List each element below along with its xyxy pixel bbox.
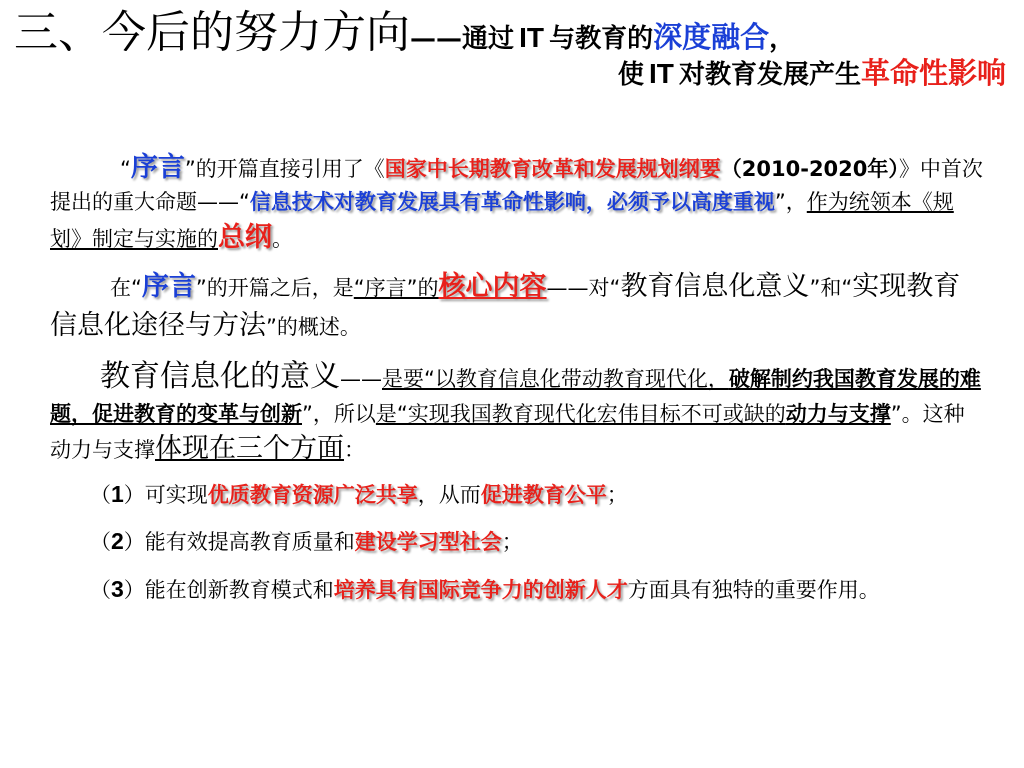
item-paren-close: ） bbox=[123, 577, 145, 602]
item-paren-open: （ bbox=[90, 483, 111, 508]
p1-text-1: 的开篇直接引用了《 bbox=[195, 157, 385, 181]
item-paren-close: ） bbox=[123, 483, 145, 508]
p3-text-4: 是“实现我国教育现代化宏伟目标不可或缺的 bbox=[375, 401, 786, 426]
item-number: 2 bbox=[111, 528, 124, 555]
item-paren-open: （ bbox=[90, 530, 111, 555]
paragraph-core-content bbox=[50, 267, 985, 345]
item-text-post: ； bbox=[501, 530, 523, 555]
slide-title bbox=[14, 8, 1014, 90]
title-part4: 对教育发展产生 bbox=[678, 60, 861, 91]
p3-text-8: ： bbox=[344, 437, 365, 462]
item-paren-open: （ bbox=[90, 577, 111, 602]
slide-body bbox=[50, 148, 985, 620]
keyword-core-content: 核心内容 bbox=[438, 270, 547, 302]
heading-significance: 教育信息化的意义 bbox=[100, 359, 340, 394]
p2-text-2: ”的开篇之后，是 bbox=[195, 275, 354, 300]
key-proposition: 信息技术对教育发展具有革命性影响，必须予以高度重视 bbox=[249, 190, 775, 215]
title-part2: 与教育的 bbox=[549, 24, 654, 54]
p3-dash: —— bbox=[340, 367, 382, 391]
quote-close: ” bbox=[184, 157, 196, 181]
p2-text-underlined: “序言”的 bbox=[353, 275, 439, 300]
item-number: 3 bbox=[111, 575, 124, 602]
list-item-3 bbox=[50, 573, 985, 606]
paragraph-significance bbox=[50, 355, 985, 468]
p2-text-4: ——对“ bbox=[546, 275, 621, 300]
topic-significance: 教育信息化意义 bbox=[620, 270, 810, 302]
p1-end: 。 bbox=[272, 226, 293, 251]
title-it1: IT bbox=[519, 22, 544, 53]
p3-text-3: ”，所以 bbox=[302, 401, 376, 426]
item-text-mid: 方面具有独特的重要作用。 bbox=[627, 577, 880, 602]
item-number: 1 bbox=[111, 481, 124, 508]
p2-text-5: ”和“ bbox=[809, 275, 853, 300]
plan-years: （2010-2020年） bbox=[720, 157, 899, 181]
title-line2 bbox=[14, 57, 1014, 90]
p3-text-7: 体现在三个方面 bbox=[155, 432, 344, 464]
title-part3: 使 bbox=[617, 60, 644, 91]
p3-text-2: 破解制约我国教育发展的难题，促进教育的变革与创新 bbox=[50, 367, 981, 426]
item-highlight-2: 促进教育公平 bbox=[480, 483, 607, 508]
keyword-preface: 序言 bbox=[130, 152, 185, 183]
list-item-2 bbox=[50, 525, 985, 558]
keyword-outline: 总纲 bbox=[218, 221, 272, 253]
p3-text-5: 动力与支撑 bbox=[785, 401, 891, 426]
title-highlight-revolutionary: 革命性影响 bbox=[860, 56, 1006, 91]
title-it2: IT bbox=[648, 58, 674, 90]
p1-text-2: 》中首次提出的重大命题——“ bbox=[50, 157, 983, 215]
title-comma: ， bbox=[769, 24, 796, 54]
p2-text-1: 在“ bbox=[110, 275, 142, 300]
item-text-pre: 可实现 bbox=[144, 483, 208, 508]
p3-text-6: ”。这种动力与支撑 bbox=[50, 401, 965, 462]
p3-text-1: 是要“以教育信息化带动教育现代化， bbox=[382, 367, 729, 391]
list-item-1 bbox=[50, 478, 985, 511]
paragraph-preface bbox=[50, 148, 985, 257]
item-text-pre: 能在创新教育模式和 bbox=[144, 577, 334, 602]
title-part1: 通过 bbox=[462, 24, 515, 54]
topic-approaches: 实现教育信息化途径与方法 bbox=[50, 270, 961, 341]
item-text-pre: 能有效提高教育质量和 bbox=[144, 530, 355, 555]
item-paren-close: ） bbox=[123, 530, 145, 555]
p1-text-3: ”， bbox=[774, 190, 807, 215]
keyword-preface-2: 序言 bbox=[141, 270, 196, 302]
p1-text-underlined: 作为统领本《规划》制定与实施的 bbox=[50, 190, 954, 251]
p2-text-6: ”的概述。 bbox=[266, 314, 361, 339]
item-text-mid: ，从而 bbox=[417, 483, 481, 508]
item-highlight-1: 培养具有国际竞争力的创新人才 bbox=[333, 577, 628, 602]
title-main: 三、今后的努力方向 bbox=[14, 7, 410, 58]
plan-name: 国家中长期教育改革和发展规划纲要 bbox=[384, 157, 721, 181]
item-text-post: ； bbox=[606, 483, 628, 508]
item-highlight-1: 优质教育资源广泛共享 bbox=[207, 483, 418, 508]
title-highlight-deep-integration: 深度融合 bbox=[653, 20, 770, 54]
title-dash: —— bbox=[410, 24, 462, 54]
item-highlight-1: 建设学习型社会 bbox=[354, 530, 502, 555]
quote-open: “ bbox=[120, 157, 131, 181]
